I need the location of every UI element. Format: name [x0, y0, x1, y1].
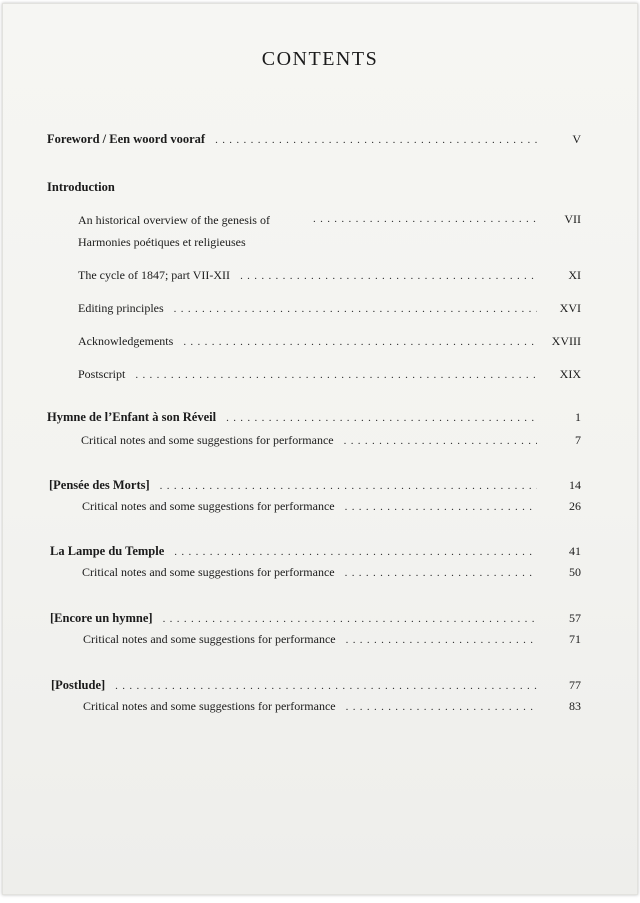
dot-leader [174, 546, 537, 558]
toc-entry-critical-notes[interactable] [83, 632, 581, 647]
toc-entry-postlude[interactable] [51, 678, 581, 693]
toc-entry-label: Critical notes and some suggestions for performance [81, 433, 334, 447]
dot-leader [226, 412, 537, 424]
dot-leader [135, 369, 537, 381]
toc-entry-encore-un-hymne[interactable] [50, 611, 581, 626]
toc-entry-label: Critical notes and some suggestions for performance [82, 565, 335, 579]
dot-leader [215, 134, 537, 146]
toc-entry-critical-notes[interactable] [83, 699, 581, 714]
dot-leader [345, 567, 537, 579]
toc-page-number: 83 [569, 699, 581, 713]
toc-page-number: 14 [569, 478, 581, 492]
toc-entry-label: Hymne de l’Enfant à son Réveil [47, 410, 217, 424]
toc-page-number: XVIII [551, 334, 581, 348]
toc-entry-label: [Encore un hymne] [50, 611, 153, 625]
toc-entry-label: [Postlude] [51, 678, 106, 692]
toc-entry-label: Postscript [78, 367, 126, 381]
toc-entry-pensee-des-morts[interactable] [49, 478, 581, 493]
toc-entry-critical-notes[interactable] [81, 433, 581, 448]
toc-entry-critical-notes[interactable] [82, 499, 581, 514]
dot-leader [115, 680, 537, 692]
toc-page-number: 77 [569, 678, 581, 692]
dot-leader [240, 270, 537, 282]
toc-entry-historical-overview[interactable] [78, 209, 581, 253]
toc-entry-label: Critical notes and some suggestions for performance [83, 632, 336, 646]
dot-leader [163, 613, 537, 625]
toc-entry-cycle-1847[interactable] [78, 268, 581, 283]
toc-page-number: XI [568, 268, 581, 282]
toc-page-number: 41 [569, 544, 581, 558]
toc-page-number: XVI [559, 301, 581, 315]
toc-entry-label: Critical notes and some suggestions for performance [83, 699, 336, 713]
book-page [2, 3, 638, 895]
toc-entry-label: The cycle of 1847; part VII-XII [78, 268, 231, 282]
dot-leader [344, 435, 537, 447]
toc-entry-acknowledgements[interactable] [78, 334, 581, 349]
toc-entry-hymne-enfant[interactable] [47, 410, 581, 425]
toc-entry-label: Critical notes and some suggestions for performance [82, 499, 335, 513]
toc-entry-label: Editing principles [78, 301, 164, 315]
toc-entry-label: Acknowledgements [78, 334, 174, 348]
toc-page-number: 50 [569, 565, 581, 579]
toc-heading-introduction: Introduction [47, 180, 115, 194]
toc-page-number: 7 [575, 433, 581, 447]
toc-page-number: XIX [559, 367, 581, 381]
dot-leader [345, 501, 537, 513]
toc-entry-label: An historical overview of the genesis of Harmonies poétiques et religieuses [78, 213, 270, 249]
dot-leader [160, 480, 537, 492]
toc-page-number: 57 [569, 611, 581, 625]
dot-leader [174, 303, 537, 315]
dot-leader [313, 213, 537, 225]
toc-entry-foreword[interactable] [47, 132, 581, 147]
dot-leader [346, 701, 537, 713]
toc-entry-label: Foreword / Een woord vooraf [47, 132, 206, 146]
page-title: CONTENTS [261, 48, 379, 70]
toc-entry-postscript[interactable] [78, 367, 581, 382]
toc-page-number: 26 [569, 499, 581, 513]
toc-page-number: 1 [575, 410, 581, 424]
toc-page-number: V [572, 132, 581, 146]
toc-page-number: 71 [569, 632, 581, 646]
toc-entry-lampe-du-temple[interactable] [50, 544, 581, 559]
toc-entry-label: La Lampe du Temple [50, 544, 165, 558]
toc-entry-critical-notes[interactable] [82, 565, 581, 580]
dot-leader [346, 634, 537, 646]
toc-entry-label: [Pensée des Morts] [49, 478, 150, 492]
dot-leader [183, 336, 537, 348]
toc-page-number: VII [564, 212, 581, 226]
toc-entry-editing-principles[interactable] [78, 301, 581, 316]
